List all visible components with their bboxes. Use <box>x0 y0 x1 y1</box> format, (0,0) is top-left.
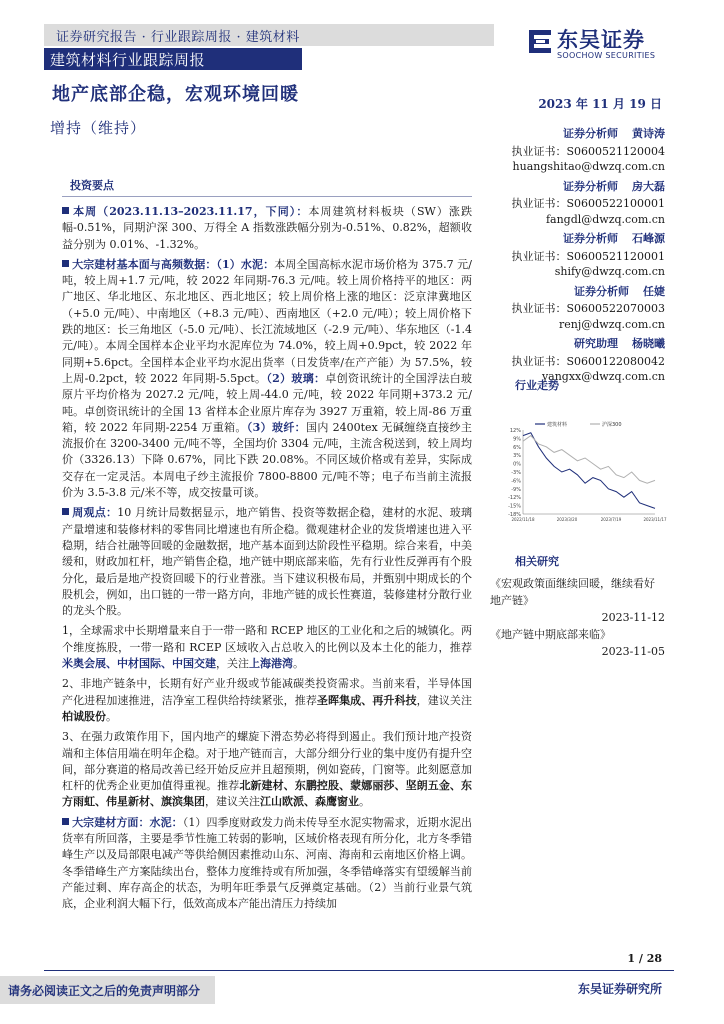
footer-divider <box>44 970 674 971</box>
analyst-email-2[interactable]: fangdl@dwzq.com.cn <box>545 212 665 226</box>
institute-name: 东吴证券研究所 <box>577 982 662 996</box>
related-title-1[interactable]: 《宏观政策面继续回暖，继续看好地产链》 <box>490 577 655 607</box>
trend-heading: 行业走势 <box>515 379 559 392</box>
report-title: 地产底部企稳，宏观环境回暖 <box>52 84 299 105</box>
bullet-icon <box>62 508 69 515</box>
report-type-bar <box>44 24 494 46</box>
x-tick-label: 2023/3/20 <box>556 517 578 522</box>
y-tick-label: -9% <box>511 486 521 493</box>
analyst-name-3: 石峰源 <box>632 232 665 245</box>
rating: 增持（维持） <box>50 119 147 137</box>
related-research <box>490 575 665 660</box>
para-fundamentals: 大宗建材基本面与高频数据：（1）水泥：本周全国高标水泥市场价格为 375.7 元/吨，较上周+1.7 元/吨，较 2022 年同期-76.3 元/吨。较上周价格持平的地区：两广地区、华北地区、东北地区、西北地区；较上周价格上涨的地区：泛京津冀地区（+5.0 元/吨）、中南地区（+8.3 元/吨）、西南地区（+2.0 元/吨）；较上周价格下跌的地区：长三角地区（-5.0 元/吨）、长江流域地区（-2.9 元/吨）、华东地区（-1.4 元/吨）。本周全国样本企业平均水泥库位为 74.0%，较上周+0.9pct，较 2022 年同期+5.6pct。全国样本企业平均水泥出货率（日发货率/在产产能）为 57.5%，较上周-0.2pct，较 2022 年同期-5.5pct。（2）玻璃：卓创资讯统计的全国浮法白玻原片平均价格为 2027.2 元/吨，较上周-44.0 元/吨，较 2022 年同期+373.2 元/吨。卓创资讯统计的全国 13 省样本企业原片库存为 3927 万重箱，较上周-86 万重箱，较 2022 年同期-2254 万重箱。（3）玻纤：国内 2400tex 无碱缠绕直接纱主流报价在 3200-3400 元/吨不等，全国均价 3304 元/吨，主流含税送到，较上周均价（3326.13）下降 0.67%，同比下跌 20.08%。不同区域价格或有差异，实际成交存在一定灵活。本周电子纱主流报价 7800-8800 元/吨不等；电子布当前主流报价为 3.5-3.8 元/米不等，成交按量可谈。 <box>62 257 473 500</box>
analyst-role-2: 证券分析师 房大磊 <box>563 179 665 193</box>
series-title-bar <box>44 48 302 70</box>
related-title-2[interactable]: 《地产链中期底部来临》 <box>490 628 611 641</box>
x-tick-label: 2023/7/19 <box>600 517 622 522</box>
series-line-2 <box>523 436 655 484</box>
para-week: 本周（2023.11.13–2023.11.17，下同）：本周建筑材料板块（SW）涨跌幅-0.51%，同期沪深 300、万得全 A 指数涨跌幅分别为-0.51%、0.82%，超额收益分别为 0.01%、-1.32%。 <box>62 205 472 251</box>
x-tick-label: 2022/11/18 <box>511 517 535 522</box>
disclaimer[interactable]: 请务必阅读正文之后的免责声明部分 <box>8 984 201 998</box>
analyst-cert-3: 执业证书：S0600521120001 <box>511 249 665 263</box>
legend-label: 建筑材料 <box>547 422 568 428</box>
logo-cn: 东吴证券 <box>557 28 645 52</box>
y-tick-label: 3% <box>513 453 521 460</box>
analyst-email-1[interactable]: huangshitao@dwzq.com.cn <box>512 160 665 173</box>
y-tick-label: 6% <box>513 444 521 451</box>
analyst-role-1: 证券分析师 黄诗涛 <box>563 127 665 140</box>
y-tick-label: -6% <box>511 478 521 485</box>
industry-trend-chart <box>505 418 667 528</box>
y-tick-label: -3% <box>511 470 521 476</box>
para-view-1: 1，全球需求中长期增量来自于一带一路和 RCEP 地区的工业化和之后的城镇化。两个维度拣股，一带一路和 RCEP 区域收入占总收入的比例以及本土化的能力，推荐米奥会展、中材国际、中国交建，关注上海港湾。 <box>62 624 472 671</box>
logo-en: SOOCHOW SECURITIES <box>557 51 656 60</box>
y-tick-label: -15% <box>508 503 521 510</box>
analyst-email-5[interactable]: yangxx@dwzq.com.cn <box>541 370 665 383</box>
x-tick-label: 2023/11/17 <box>643 517 667 522</box>
analyst-email-3[interactable]: shify@dwzq.com.cn <box>554 265 665 278</box>
key-points-heading: 投资要点 <box>70 179 114 192</box>
para-view: 周观点：10 月统计局数据显示，地产销售、投资等数据企稳，建材的水泥、玻璃产量增速和装修材料的零售同比增速也有所企稳。微观建材企业的发货增速也进入平稳期，结合社融等回暖的金融数据，地产基本面到达阶段性平稳期。综合来看，中美缓和，财政加杠杆，地产销售企稳，地产链中期底部来临，先有行业性反弹再有个股分化，最后是地产投资回暖下的行业普涨。当下建议积极布局，并甄别中期成长的个股机会，例如，出口链的一带一路方向，非地产链的成长性赛道，装修建材分散行业的龙头个股。 <box>62 506 472 618</box>
related-date-2: 2023-11-05 <box>601 645 665 658</box>
analyst-cert-5: 执业证书：S0600122080042 <box>511 354 665 368</box>
series-line-1 <box>523 433 655 509</box>
main-body <box>62 204 472 916</box>
analyst-list <box>505 125 665 388</box>
analyst-role-3: 证券分析师 石峰源 <box>563 232 665 245</box>
y-tick-label: 0% <box>513 461 521 468</box>
bullet-icon <box>62 207 69 214</box>
y-tick-label: -18% <box>508 512 521 518</box>
analyst-email-4[interactable]: renj@dwzq.com.cn <box>558 317 665 331</box>
company-logo <box>527 24 687 66</box>
logo-mark-icon <box>527 26 553 56</box>
analyst-cert-4: 执业证书：S0600522070003 <box>511 302 665 315</box>
analyst-cert-2: 执业证书：S0600522100001 <box>511 197 665 210</box>
analyst-role-4: 证券分析师 任婕 <box>574 284 665 298</box>
related-date-1: 2023-11-12 <box>601 611 665 624</box>
analyst-cert-1: 执业证书：S0600521120004 <box>511 144 665 158</box>
bullet-icon <box>62 818 69 825</box>
report-date: 2023 年 11 月 19 日 <box>538 97 662 111</box>
para-view-3: 3、在强力政策作用下，国内地产的螺旋下滑态势必将得到遏止。我们预计地产投资端和主体信用端在明年企稳。对于地产链而言，大部分细分行业的集中度仍有提升空间，部分赛道的格局改善已经开始反应并且超预期，例如瓷砖，门窗等。此刻愿意加杠杆的优秀企业更加值得重视。推荐北新建材、东鹏控股、蒙娜丽莎、坚朗五金、东方雨虹、伟星新材、旗滨集团，建议关注江山欧派、森鹰窗业。 <box>62 730 473 809</box>
analyst-name-4: 任婕 <box>643 284 665 298</box>
y-tick-label: -12% <box>508 495 521 502</box>
analyst-name-2: 房大磊 <box>632 179 665 193</box>
report-type: 证券研究报告 · 行业跟踪周报 · 建筑材料 <box>56 30 300 45</box>
y-tick-label: 9% <box>513 436 521 443</box>
para-bulk: 大宗建材方面：水泥：（1）四季度财政发力尚未传导至水泥实物需求，近期水泥出货率有所回落，主要是季节性施工转弱的影响，区域价格表现有所分化，北方冬季错峰生产以及局部限电减产等供给侧因素推动山东、河南、海南和云南地区价格上调。冬季错峰生产方案陆续出台，整体力度维持或有所加强，冬季错峰落实有望缓解当前产能过剩、库存高企的状态，为明年旺季景气反弹奠定基础。（2）当前行业景气筑底，企业利润大幅下行，低效高成本产能出清压力持续加 <box>62 815 473 911</box>
analyst-role-5: 研究助理 杨晓曦 <box>574 337 665 350</box>
disclaimer-bar <box>0 976 215 1004</box>
related-heading: 相关研究 <box>515 555 559 568</box>
y-tick-label: 12% <box>509 428 521 434</box>
series-title: 建筑材料行业跟踪周报 <box>50 51 206 69</box>
bullet-icon <box>62 260 69 267</box>
divider <box>62 196 472 197</box>
para-view-2: 2、非地产链条中，长期有好产业升级或节能减碳类投资需求。当前来看，半导体国产化进程加速推进，洁净室工程供给持续紧张，推荐圣晖集成、再升科技，建议关注柏诚股份。 <box>62 677 473 723</box>
page-number: 1 / 28 <box>627 952 662 965</box>
legend-label: 沪深300 <box>602 422 622 428</box>
analyst-name-1: 黄诗涛 <box>632 127 665 140</box>
analyst-name-5: 杨晓曦 <box>632 337 665 350</box>
